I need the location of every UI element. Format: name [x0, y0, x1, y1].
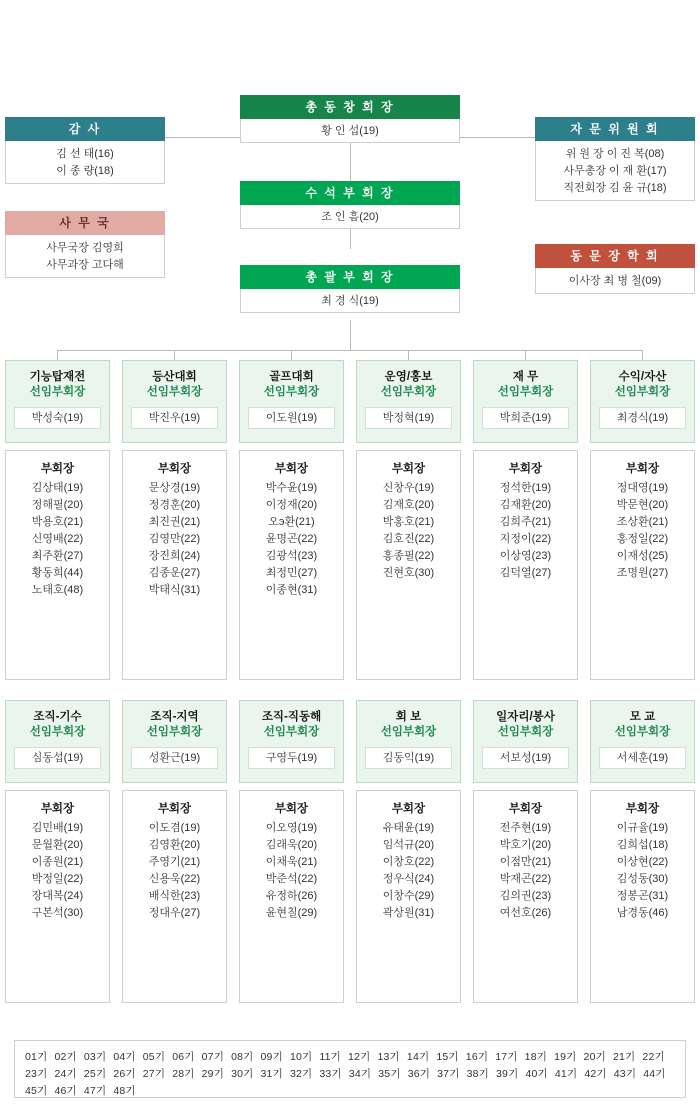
- class-item[interactable]: 23기: [25, 1068, 48, 1080]
- class-item[interactable]: 39기: [496, 1068, 519, 1080]
- vice-title: 부회장: [625, 803, 660, 815]
- vice-member: 박재곤(22): [499, 873, 552, 885]
- dept-subtitle: 선임부회장: [497, 726, 554, 738]
- vice-member: 이도겸(19): [148, 822, 201, 834]
- auditor-header: 감 사: [5, 117, 165, 141]
- advisory-body: [535, 141, 695, 201]
- class-item[interactable]: 30기: [231, 1068, 254, 1080]
- dept-head: 박정혁(19): [365, 407, 452, 429]
- class-item[interactable]: 05기: [142, 1051, 166, 1063]
- dept-head: 최경식(19): [599, 407, 686, 429]
- class-item[interactable]: 13기: [377, 1051, 400, 1063]
- vice-member: 김광석(23): [265, 550, 318, 562]
- vice-member: 임석규(20): [382, 839, 435, 851]
- dept-title: 수익/자산: [618, 371, 667, 383]
- vice-title: 부회장: [40, 463, 75, 475]
- dept-head: 구영두(19): [248, 747, 335, 769]
- advisory-header: 자 문 위 원 회: [535, 117, 695, 141]
- class-item[interactable]: 35기: [378, 1068, 401, 1080]
- vice-member: 이창수(29): [382, 890, 435, 902]
- dept-title: 골프대회: [269, 371, 314, 383]
- connector-line: [460, 137, 535, 138]
- vice-member: 김희섭(18): [616, 839, 669, 851]
- vice-title: 부회장: [391, 463, 426, 475]
- vice-member: 박문현(20): [616, 499, 669, 511]
- connector-line: [350, 320, 351, 350]
- dept-head: 서보성(19): [482, 747, 569, 769]
- class-item[interactable]: 38기: [466, 1068, 489, 1080]
- class-item[interactable]: 10기: [289, 1051, 313, 1063]
- dept-title: 모 교: [629, 711, 656, 723]
- dept-card: [473, 360, 578, 443]
- vice-member: 김덕열(27): [499, 567, 552, 579]
- connector-line: [174, 350, 175, 360]
- dept-subtitle: 선임부회장: [380, 726, 437, 738]
- class-item[interactable]: 34기: [348, 1068, 372, 1080]
- dept-subtitle: 선임부회장: [146, 386, 203, 398]
- class-item[interactable]: 18기: [524, 1051, 548, 1063]
- class-item[interactable]: 37기: [437, 1068, 460, 1080]
- class-item[interactable]: 08기: [231, 1051, 254, 1063]
- general-vice-header: 총 괄 부 회 장: [240, 265, 460, 289]
- class-item[interactable]: 03기: [83, 1051, 107, 1063]
- dept-head: 서세훈(19): [599, 747, 686, 769]
- vice-member: 박정일(22): [31, 873, 84, 885]
- auditor-member: 이 종 량(18): [56, 165, 114, 177]
- class-item[interactable]: 48기: [113, 1085, 136, 1097]
- dept-title: 조직-직동해: [261, 711, 322, 723]
- vice-member: 김희주(21): [499, 516, 552, 528]
- vice-member: 정우식(24): [382, 873, 435, 885]
- class-item[interactable]: 17기: [495, 1051, 518, 1063]
- vice-member: 이종원(21): [31, 856, 84, 868]
- dept-subtitle: 선임부회장: [146, 726, 203, 738]
- scholarship-body: 이사장 최 병 철(09): [535, 268, 695, 294]
- vice-member: 박준석(22): [265, 873, 318, 885]
- vice-member: 정석한(19): [499, 482, 552, 494]
- vice-member: 이상영(23): [499, 550, 552, 562]
- dept-head: 성환근(19): [131, 747, 218, 769]
- vice-member: 배식한(23): [148, 890, 201, 902]
- dept-title: 운영/홍보: [384, 371, 433, 383]
- office-member: 사무과장 고다해: [46, 259, 124, 271]
- vice-member: 문상경(19): [148, 482, 201, 494]
- general-vice-name-box: 최 경 식(19): [240, 289, 460, 313]
- dept-title: 회 보: [395, 711, 422, 723]
- vice-member: 이창호(22): [382, 856, 435, 868]
- chairman-header: 총 동 창 회 장: [240, 95, 460, 119]
- connector-line: [525, 350, 526, 360]
- vice-title: 부회장: [625, 463, 660, 475]
- class-item[interactable]: 21기: [612, 1051, 636, 1063]
- vice-member: 전주현(19): [499, 822, 552, 834]
- vice-list: [473, 450, 578, 680]
- vice-member: 최정민(27): [265, 567, 318, 579]
- class-item[interactable]: 09기: [260, 1051, 283, 1063]
- vice-list: [5, 790, 110, 1003]
- vice-member: 이규율(19): [616, 822, 669, 834]
- class-item[interactable]: 04기: [113, 1051, 136, 1063]
- dept-head: 심동섭(19): [14, 747, 101, 769]
- vice-member: 김성동(30): [616, 873, 669, 885]
- class-item[interactable]: 28기: [172, 1068, 195, 1080]
- vice-member: 유태윤(19): [382, 822, 435, 834]
- dept-subtitle: 선임부회장: [614, 386, 671, 398]
- vice-member: 김재호(20): [382, 499, 435, 511]
- class-item[interactable]: 07기: [201, 1051, 225, 1063]
- auditor-body: [5, 141, 165, 184]
- vice-title: 부회장: [157, 803, 192, 815]
- vice-title: 부회장: [274, 463, 309, 475]
- vice-member: 유정하(26): [265, 890, 318, 902]
- vice-member: 김재환(20): [499, 499, 552, 511]
- dept-title: 조직-기수: [33, 711, 82, 723]
- vice-member: 최진권(21): [148, 516, 201, 528]
- class-item[interactable]: 36기: [407, 1068, 431, 1080]
- class-item[interactable]: 25기: [83, 1068, 107, 1080]
- class-item[interactable]: 01기: [25, 1051, 48, 1063]
- connector-line: [291, 350, 292, 360]
- class-item[interactable]: 45기: [25, 1085, 48, 1097]
- vice-list: [5, 450, 110, 680]
- dept-card: [122, 360, 227, 443]
- dept-subtitle: 선임부회장: [29, 386, 86, 398]
- class-list: [14, 1040, 686, 1098]
- dept-head: 이도원(19): [248, 407, 335, 429]
- vice-member: 정봉곤(31): [616, 890, 669, 902]
- dept-title: 재 무: [512, 371, 539, 383]
- vice-title: 부회장: [157, 463, 192, 475]
- class-item[interactable]: 46기: [54, 1085, 77, 1097]
- vice-member: 구본석(30): [31, 907, 84, 919]
- dept-card: [356, 360, 461, 443]
- vice-member: 장대복(24): [31, 890, 84, 902]
- dept-card: [590, 700, 695, 783]
- dept-subtitle: 선임부회장: [380, 386, 437, 398]
- connector-line: [57, 350, 643, 351]
- dept-subtitle: 선임부회장: [29, 726, 86, 738]
- class-item[interactable]: 40기: [525, 1068, 548, 1080]
- scholarship-header: 동 문 장 학 회: [535, 244, 695, 268]
- dept-title: 기능탑재전: [29, 371, 86, 383]
- dept-card: [473, 700, 578, 783]
- vice-member: 이채욱(21): [265, 856, 318, 868]
- vice-chief-name-box: 조 인 흠(20): [240, 205, 460, 229]
- vice-member: 진현호(30): [382, 567, 435, 579]
- class-item[interactable]: 11기: [319, 1051, 342, 1063]
- class-item[interactable]: 06기: [172, 1051, 195, 1063]
- class-item[interactable]: 44기: [643, 1068, 666, 1080]
- class-item[interactable]: 41기: [554, 1068, 578, 1080]
- vice-member: 노태호(48): [31, 584, 84, 596]
- vice-member: 지정이(22): [499, 533, 552, 545]
- vice-member: 주영기(21): [148, 856, 201, 868]
- vice-member: 박수윤(19): [265, 482, 318, 494]
- vice-list: [473, 790, 578, 1003]
- vice-member: 남경동(46): [616, 907, 669, 919]
- dept-subtitle: 선임부회장: [263, 386, 320, 398]
- class-item[interactable]: 27기: [142, 1068, 166, 1080]
- dept-subtitle: 선임부회장: [497, 386, 554, 398]
- vice-chief-header: 수 석 부 회 장: [240, 181, 460, 205]
- vice-member: 정경훈(20): [148, 499, 201, 511]
- vice-member: 최주환(27): [31, 550, 84, 562]
- class-item[interactable]: 29기: [201, 1068, 225, 1080]
- class-item[interactable]: 43기: [613, 1068, 637, 1080]
- vice-list: [590, 790, 695, 1003]
- vice-list: [122, 450, 227, 680]
- vice-member: 정대영(19): [616, 482, 669, 494]
- dept-card: [356, 700, 461, 783]
- vice-list: [239, 450, 344, 680]
- vice-member: 이종현(31): [265, 584, 318, 596]
- vice-member: 김종운(27): [148, 567, 201, 579]
- class-item[interactable]: 12기: [348, 1051, 371, 1063]
- class-item[interactable]: 31기: [260, 1068, 283, 1080]
- vice-member: 박호기(20): [499, 839, 552, 851]
- vice-title: 부회장: [40, 803, 75, 815]
- vice-member: 이재성(25): [616, 550, 669, 562]
- dept-card: [122, 700, 227, 783]
- vice-title: 부회장: [274, 803, 309, 815]
- vice-member: 정대우(27): [148, 907, 201, 919]
- connector-line: [642, 350, 643, 360]
- class-item[interactable]: 16기: [465, 1051, 489, 1063]
- vice-member: 오э환(21): [268, 516, 315, 528]
- connector-line: [408, 350, 409, 360]
- vice-member: 신창우(19): [382, 482, 435, 494]
- dept-head: 김동익(19): [365, 747, 452, 769]
- vice-member: 신용욱(22): [148, 873, 201, 885]
- vice-list: [239, 790, 344, 1003]
- vice-list: [590, 450, 695, 680]
- office-body: [5, 235, 165, 278]
- dept-subtitle: 선임부회장: [614, 726, 671, 738]
- dept-card: [5, 360, 110, 443]
- vice-member: 정해필(20): [31, 499, 84, 511]
- class-item[interactable]: 20기: [583, 1051, 606, 1063]
- advisory-member: 직전회장 김 윤 규(18): [563, 182, 667, 194]
- vice-member: 김래욱(20): [265, 839, 318, 851]
- class-item[interactable]: 02기: [54, 1051, 77, 1063]
- vice-member: 조상환(21): [616, 516, 669, 528]
- auditor-member: 김 선 태(16): [56, 148, 114, 160]
- dept-title: 등산대회: [152, 371, 197, 383]
- class-item[interactable]: 47기: [83, 1085, 107, 1097]
- vice-list: [356, 450, 461, 680]
- dept-head: 박성숙(19): [14, 407, 101, 429]
- vice-member: 김의권(23): [499, 890, 552, 902]
- class-item[interactable]: 14기: [406, 1051, 430, 1063]
- class-item[interactable]: 42기: [584, 1068, 607, 1080]
- class-item[interactable]: 22기: [642, 1051, 665, 1063]
- dept-card: [5, 700, 110, 783]
- vice-member: 곽상원(31): [382, 907, 435, 919]
- vice-title: 부회장: [391, 803, 426, 815]
- class-item[interactable]: 33기: [319, 1068, 342, 1080]
- dept-title: 조직-지역: [150, 711, 199, 723]
- dept-head: 박진우(19): [131, 407, 218, 429]
- vice-list: [122, 790, 227, 1003]
- vice-member: 박용호(21): [31, 516, 84, 528]
- vice-member: 홍정일(22): [616, 533, 669, 545]
- class-item[interactable]: 32기: [289, 1068, 313, 1080]
- vice-title: 부회장: [508, 803, 543, 815]
- class-item[interactable]: 26기: [113, 1068, 136, 1080]
- vice-member: 이상현(22): [616, 856, 669, 868]
- advisory-member: 사무총장 이 재 환(17): [563, 165, 667, 177]
- vice-member: 박태식(31): [148, 584, 201, 596]
- vice-member: 조명원(27): [616, 567, 669, 579]
- vice-member: 황동희(44): [31, 567, 84, 579]
- class-item[interactable]: 24기: [54, 1068, 77, 1080]
- vice-member: 홍종필(22): [382, 550, 435, 562]
- vice-member: 이오영(19): [265, 822, 318, 834]
- advisory-member: 위 원 장 이 진 복(08): [565, 148, 665, 160]
- class-item[interactable]: 15기: [436, 1051, 459, 1063]
- class-item[interactable]: 19기: [554, 1051, 577, 1063]
- vice-member: 문월환(20): [31, 839, 84, 851]
- vice-member: 신영배(22): [31, 533, 84, 545]
- vice-member: 여선호(26): [499, 907, 552, 919]
- vice-member: 김영환(20): [148, 839, 201, 851]
- office-member: 사무국장 김영희: [46, 242, 124, 254]
- dept-card: [590, 360, 695, 443]
- vice-list: [356, 790, 461, 1003]
- dept-title: 일자리/봉사: [496, 711, 555, 723]
- vice-member: 이점만(21): [499, 856, 552, 868]
- dept-card: [239, 360, 344, 443]
- vice-member: 김상태(19): [31, 482, 84, 494]
- vice-member: 박홍호(21): [382, 516, 435, 528]
- vice-member: 김영만(22): [148, 533, 201, 545]
- vice-member: 윤현칠(29): [265, 907, 318, 919]
- dept-card: [239, 700, 344, 783]
- vice-member: 김호진(22): [382, 533, 435, 545]
- vice-member: 장진희(24): [148, 550, 201, 562]
- vice-member: 김민배(19): [31, 822, 84, 834]
- connector-line: [57, 350, 58, 360]
- vice-member: 이정재(20): [265, 499, 318, 511]
- dept-head: 박희준(19): [482, 407, 569, 429]
- dept-subtitle: 선임부회장: [263, 726, 320, 738]
- vice-title: 부회장: [508, 463, 543, 475]
- office-header: 사 무 국: [5, 211, 165, 235]
- vice-member: 윤명곤(22): [265, 533, 318, 545]
- chairman-name-box: 황 인 섭(19): [240, 119, 460, 143]
